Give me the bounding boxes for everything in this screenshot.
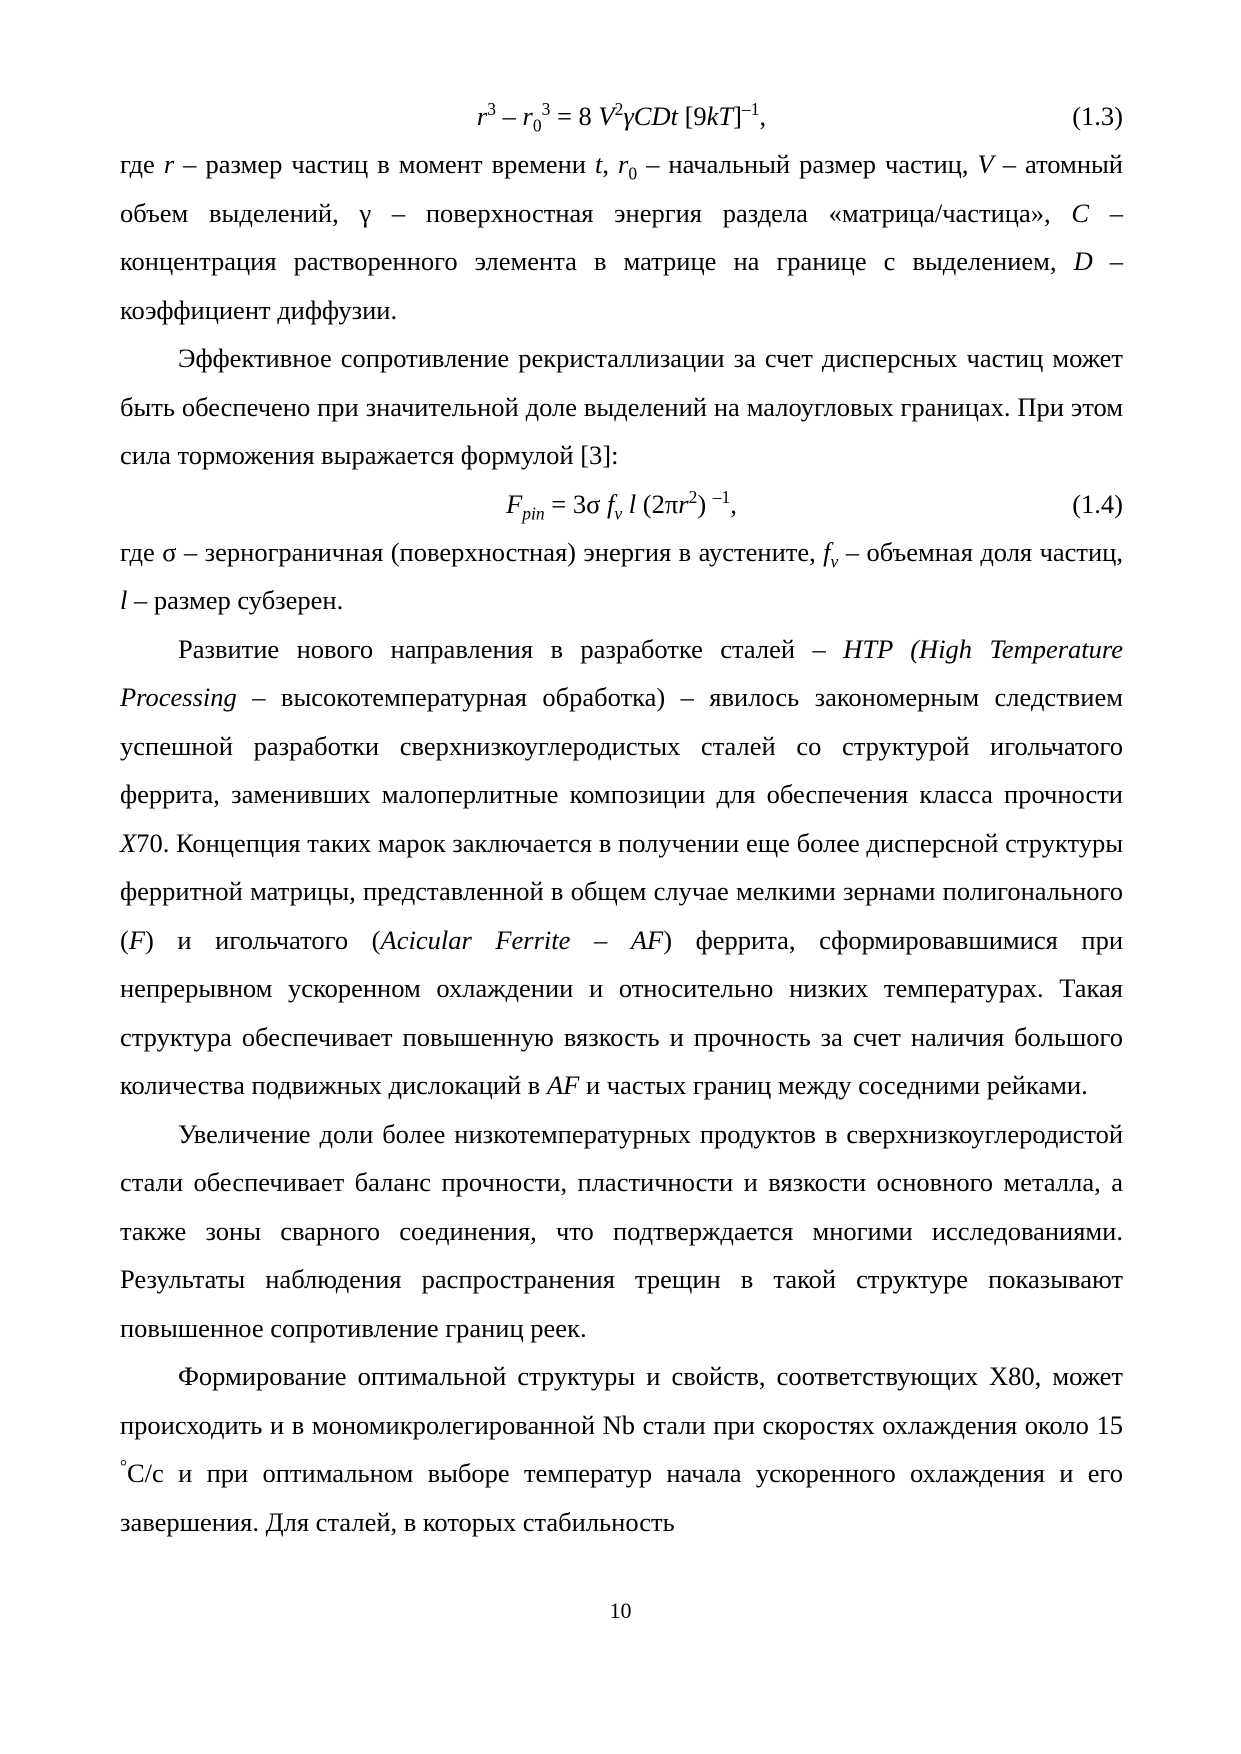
paragraph-6: Формирование оптимальной структуры и свойств, соответствующих X80, может происходить и в мономикролегированной Nb стали при скоростях охлаждения около 15 °С/с и при оптимальном выборе температур начала ускоренного охлаждения и его завершения. Для сталей, в которых стабильность xyxy=(120,1361,1123,1537)
paragraph-5: Увеличение доли более низкотемпературных продуктов в сверхнизкоуглеродистой стали обеспечивает баланс прочности, пластичности и вязкости основного металла, а также зоны сварного соединения, что подтверждается многими исследованиями. Результаты наблюдения распространения трещин в такой структуре показывают повышенное сопротивление границ реек. xyxy=(120,1118,1123,1343)
paragraph-2: Эффективное сопротивление рекристаллизации за счет дисперсных частиц может быть обеспечено при значительной доле выделений на малоугловых границах. При этом сила торможения выражается формулой [3]: xyxy=(120,343,1123,470)
paragraph-4: Развитие нового направления в разработке сталей – HTP (High Temperature Processing – высокотемпературная обработка) – явилось закономерным следствием успешной разработки сверхнизкоуглеродистых сталей со структурой игольчатого феррита, заменивших малоперлитные композиции для обеспечения класса прочности X70. Концепция таких марок заключается в получении еще более дисперсной структуры ферритной матрицы, представленной в общем случае мелкими зернами полигонального (F) и игольчатого (Acicular Ferrite – AF) феррита, сформировавшимися при непрерывном ускоренном охлаждении и относительно низких температурах. Такая структура обеспечивает повышенную вязкость и прочность за счет наличия большого количества подвижных дислокаций в AF и частых границ между соседними рейками. xyxy=(120,633,1123,1100)
paragraph-1: где r – размер частиц в момент времени t, $r_0$ – начальный размер частиц, V – атомный объем выделений, γ – поверхностная энергия раздела «матрица/частица», C – концентрация растворенного элемента в матрице на границе с выделением, D – коэффициент диффузии. xyxy=(120,149,1124,325)
equation-1-4 xyxy=(120,480,1123,528)
page-number: 10 xyxy=(609,1598,632,1623)
equation-1-3 xyxy=(120,92,1123,140)
equation-1-3-formula: $r^3 - r_0^3 = 8$ $V^2\gamma CDt$ $[9kT]^{-1}$, xyxy=(476,99,767,136)
equation-number: (1.3) xyxy=(1072,101,1123,131)
document-page xyxy=(120,92,1123,1546)
equation-1-4-formula: $F_{pin} = 3\sigma$ $f_v$ l $(2\pi r^2)$ $^{-1}$, xyxy=(506,486,737,523)
paragraph-3: где σ – зернограничная (поверхностная) энергия в аустените, $f_v$ – объемная доля частиц, l – размер субзерен. xyxy=(120,536,1123,615)
equation-number: (1.4) xyxy=(1072,488,1123,519)
